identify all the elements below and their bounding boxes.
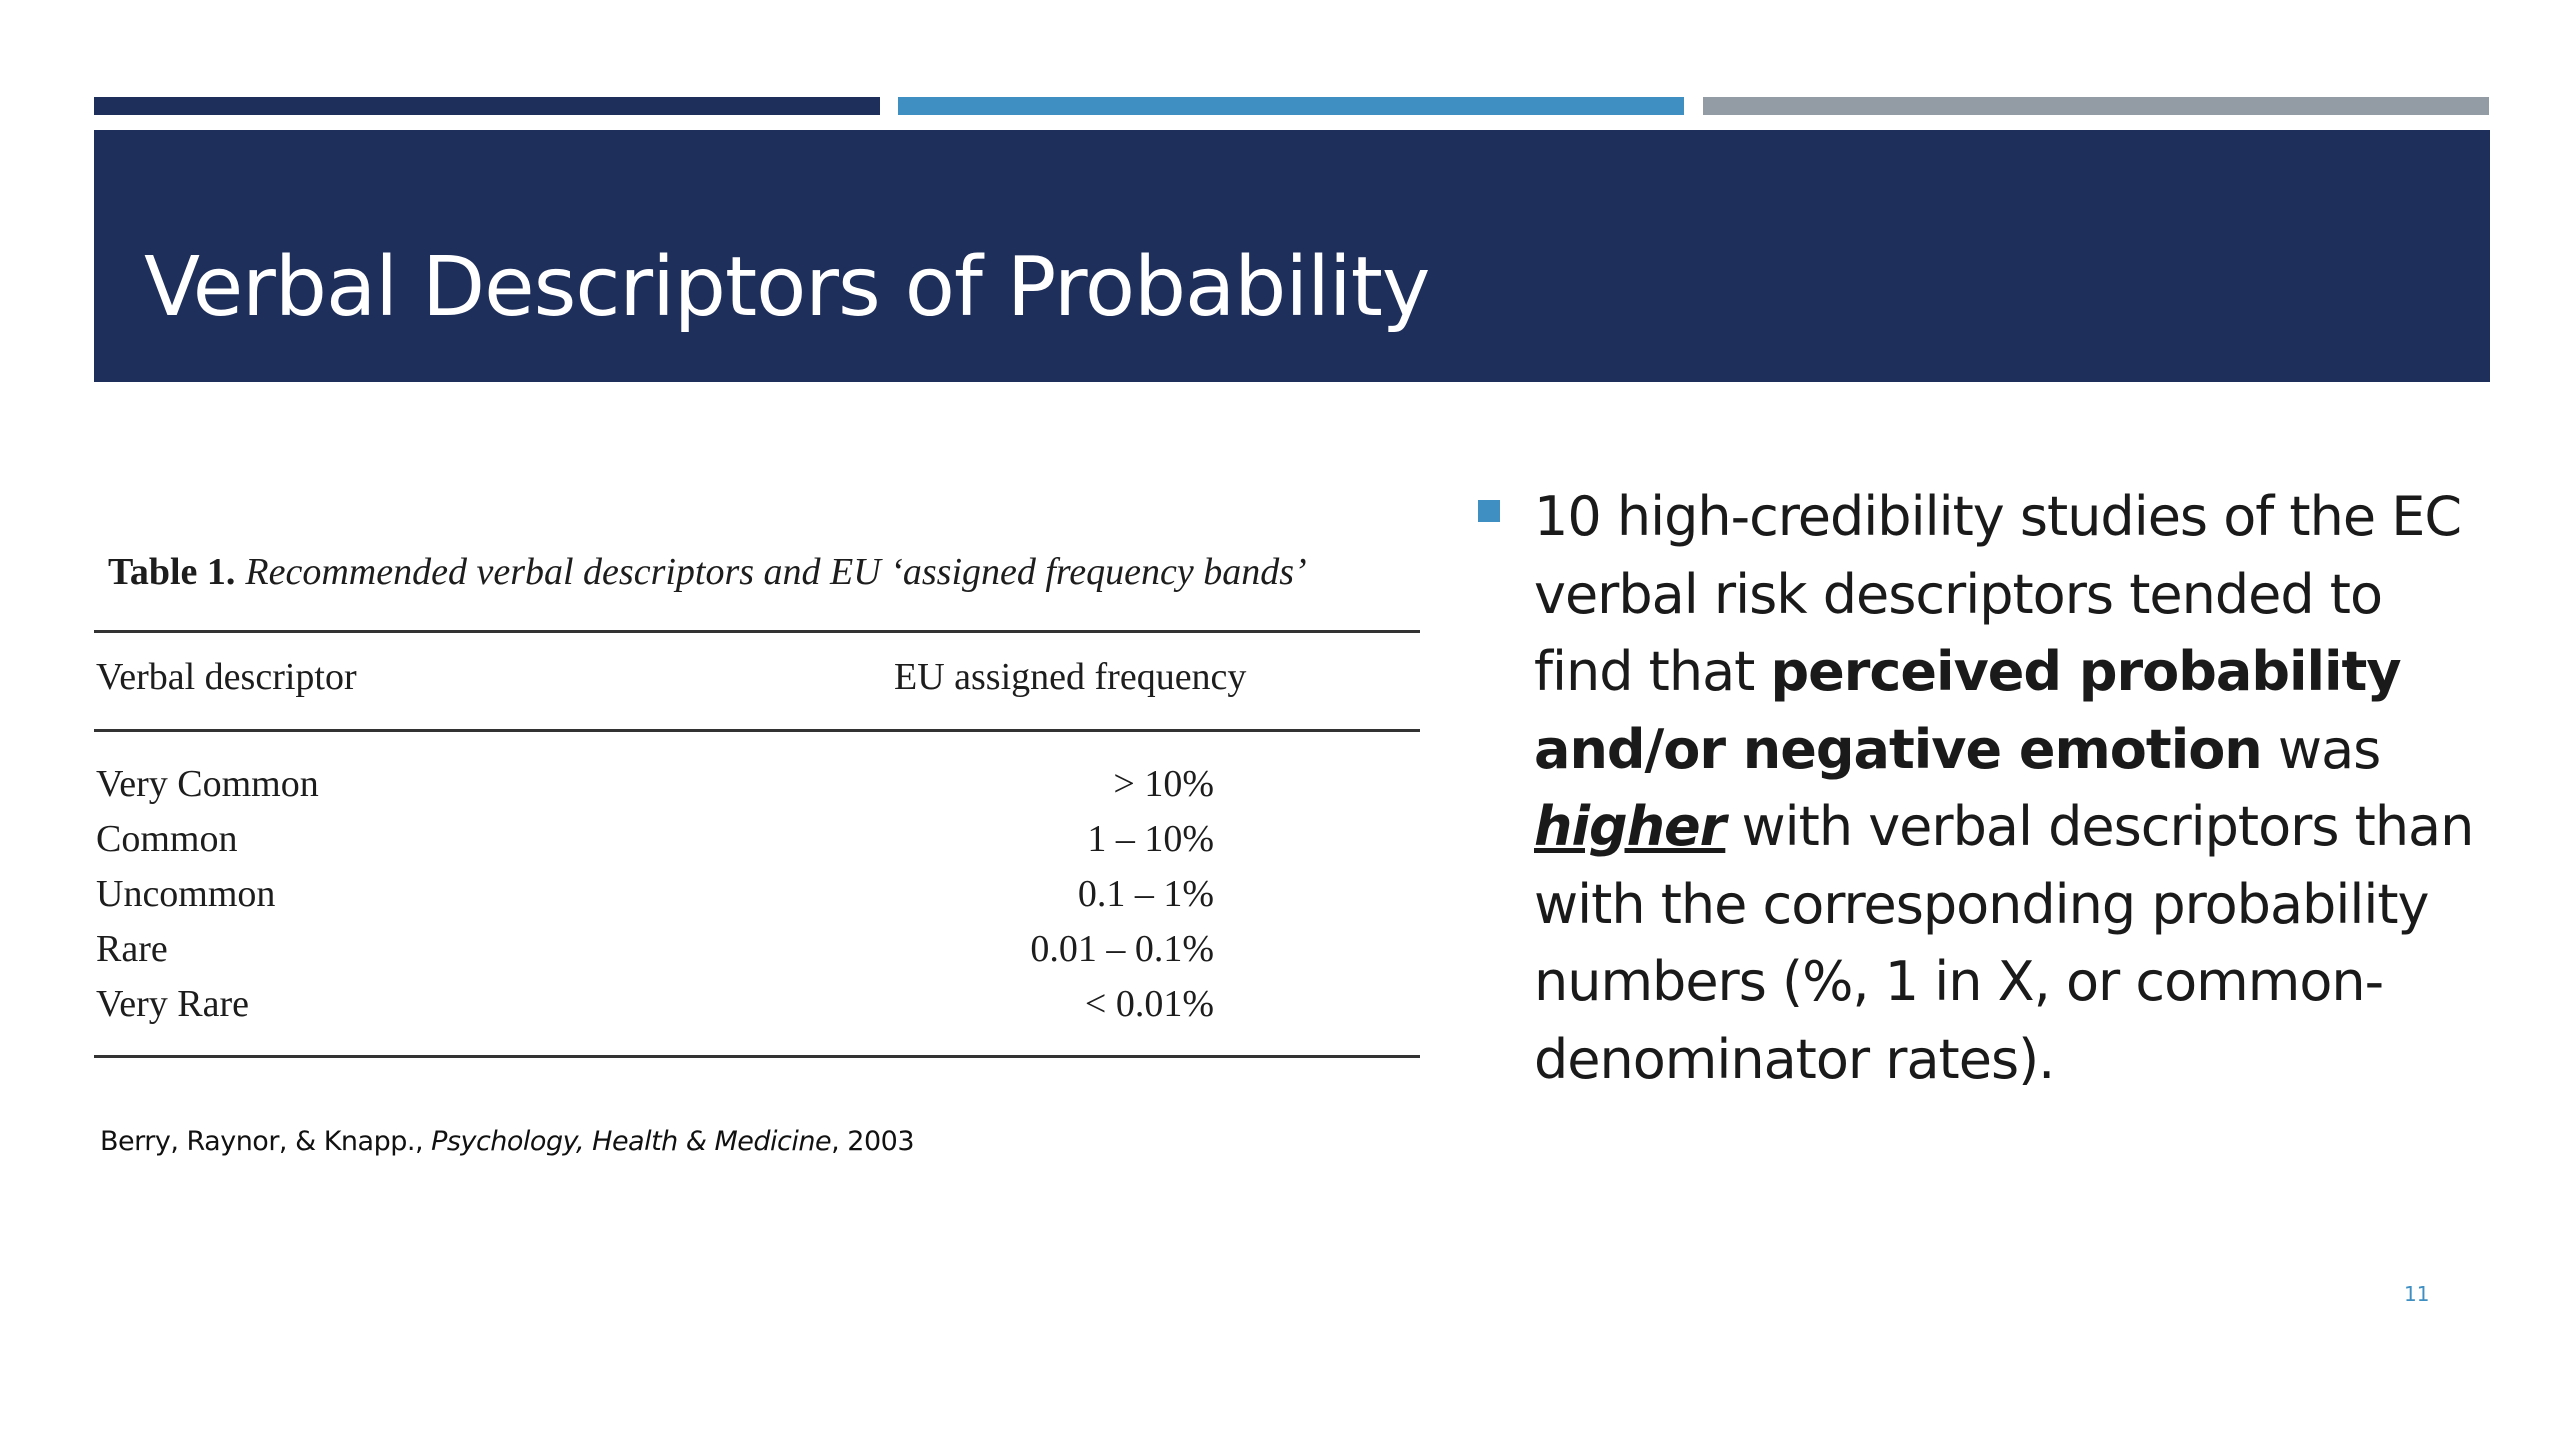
descriptor-cell: Rare bbox=[96, 928, 168, 970]
bullet-text-part: 10 high-credibility studies of the EC verbal risk descriptors tended to find that bbox=[1534, 485, 2462, 703]
table-header-row bbox=[94, 633, 1424, 729]
table-caption-text: Recommended verbal descriptors and EU ‘assigned frequency bands’ bbox=[245, 551, 1307, 593]
frequency-cell: < 0.01% bbox=[1084, 983, 1214, 1025]
table-bottom-rule bbox=[94, 1055, 1420, 1058]
slide-title: Verbal Descriptors of Probability bbox=[144, 240, 1430, 335]
descriptor-cell: Very Rare bbox=[96, 983, 249, 1025]
table-caption-label: Table 1. bbox=[108, 551, 236, 593]
title-banner bbox=[94, 130, 2490, 382]
column-header-frequency: EU assigned frequency bbox=[894, 656, 1247, 698]
citation bbox=[100, 1126, 914, 1157]
frequency-cell: 0.01 – 0.1% bbox=[1030, 928, 1214, 970]
table-row bbox=[94, 762, 1424, 817]
descriptor-cell: Uncommon bbox=[96, 873, 276, 915]
bullet-text-part: with verbal descriptors than with the corresponding probability numbers (%, 1 in X, or common-denominator rates). bbox=[1534, 795, 2474, 1091]
frequency-cell: > 10% bbox=[1113, 763, 1214, 805]
square-bullet-icon bbox=[1478, 500, 1500, 522]
slide-number: 11 bbox=[2404, 1282, 2430, 1306]
citation-journal: Psychology, Health & Medicine bbox=[431, 1126, 832, 1157]
table-figure bbox=[94, 550, 1424, 1058]
bullet-bold-phrase: perceived probability and/or negative emotion bbox=[1534, 640, 2401, 781]
table-row bbox=[94, 982, 1424, 1037]
accent-bar-navy bbox=[94, 97, 880, 115]
column-header-descriptor: Verbal descriptor bbox=[96, 656, 357, 698]
bullet-text-part: was bbox=[2261, 717, 2381, 781]
citation-authors: Berry, Raynor, & Knapp., bbox=[100, 1126, 432, 1157]
table-row bbox=[94, 817, 1424, 872]
frequency-cell: 0.1 – 1% bbox=[1077, 873, 1214, 915]
citation-year: , 2003 bbox=[831, 1126, 915, 1157]
accent-bar-blue bbox=[898, 97, 1684, 115]
table-body bbox=[94, 732, 1424, 1055]
bullet-text bbox=[1534, 478, 2494, 1098]
descriptor-cell: Very Common bbox=[96, 763, 319, 805]
accent-bar-gray bbox=[1703, 97, 2489, 115]
frequency-cell: 1 – 10% bbox=[1087, 818, 1214, 860]
table-row bbox=[94, 872, 1424, 927]
bullet-emphasis-word: higher bbox=[1534, 795, 1726, 858]
table-row bbox=[94, 927, 1424, 982]
table-caption bbox=[108, 550, 1424, 610]
descriptor-cell: Common bbox=[96, 818, 238, 860]
